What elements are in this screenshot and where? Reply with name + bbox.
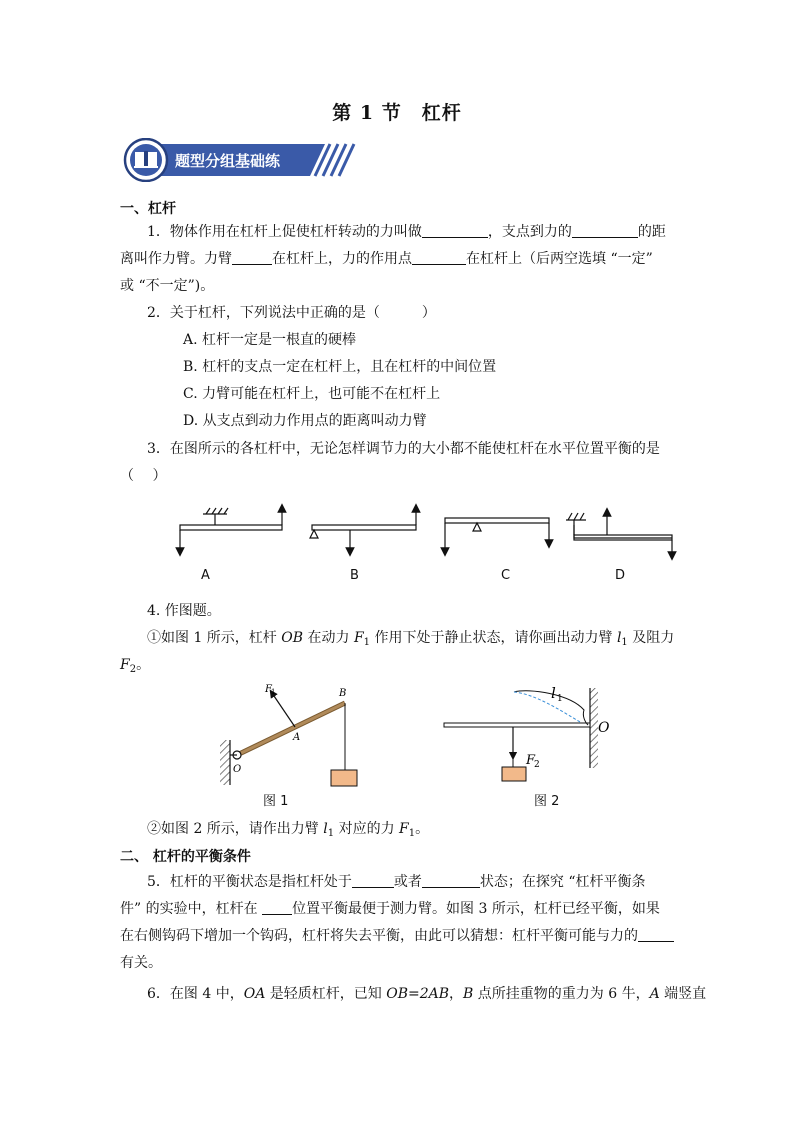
figure-2-caption: 图 2 [534,794,560,809]
section-heading-balance: 二、 杠杆的平衡条件 [120,849,251,865]
lever-label-d: D [615,568,626,583]
question-4-part-2: ②如图 2 所示，请作出力臂 $l_1$ 对应的力 $F_1$。 [147,821,430,839]
question-6-line-1: 6．在图 4 中，OA 是轻质杠杆，已知 OB=2AB，B 点所挂重物的重力为 6 牛，A 端竖直 [147,986,707,1002]
fig2-o-label: O [598,720,610,736]
lever-a [180,508,282,552]
fig2-f2-label: F [526,753,536,768]
question-2-option-b[interactable]: B. 杠杆的支点一定在杠杆上，且在杠杆的中间位置 [183,359,497,375]
svg-text:2: 2 [534,760,540,770]
question-1-line-3: 或 “不一定”)。 [120,278,215,294]
question-5-line-1: 5．杠杆的平衡状态是指杠杆处于 或者 状态；在探究 “杠杆平衡条 [147,874,646,890]
question-1-line-1: 1．物体作用在杠杆上促使杠杆转动的力叫做 ，支点到力的 的距 [147,224,666,240]
answer-blank[interactable] [422,223,488,238]
lever-d [566,512,672,556]
answer-blank[interactable] [352,873,394,888]
lever-label-b: B [350,568,359,583]
answer-blank[interactable] [422,873,480,888]
answer-blank[interactable] [638,927,674,942]
lever-b [310,508,416,552]
fig1-b-label: B [339,688,347,699]
svg-text:1: 1 [271,688,276,696]
svg-text:1: 1 [557,694,563,704]
question-5-line-3: 在右侧钩码下增加一个钩码，杠杆将失去平衡，由此可以猜想：杠杆平衡可能与力的 [120,926,676,946]
question-2-option-d[interactable]: D. 从支点到动力作用点的距离叫动力臂 [183,413,427,429]
question-4-stem: 4. 作图题。 [147,603,221,619]
question-3-stem: 3．在图所示的各杠杆中，无论怎样调节力的大小都不能使杠杆在水平位置平衡的是 [147,441,660,457]
banner-label: 题型分组基础练 [175,152,281,170]
figure-1-diagram [215,680,375,790]
answer-blank[interactable] [232,250,272,265]
question-2-option-a[interactable]: A. 杠杆一定是一根直的硬棒 [183,332,357,348]
question-5-line-4: 有关。 [120,955,162,971]
question-5-line-2: 件” 的实验中，杠杆在 位置平衡最便于测力臂。如图 3 所示，杠杆已经平衡，如果 [120,901,660,917]
fig1-a-label: A [293,732,301,743]
question-3-paren: （ ） [120,468,167,484]
section-heading-lever: 一、杠杆 [120,201,176,217]
fig1-f1-label: F [265,684,272,695]
question-2-stem: 2．关于杠杆，下列说法中正确的是（ ） [147,305,436,321]
lever-options-diagram [160,500,680,570]
lever-label-a: A [201,568,210,583]
answer-blank[interactable] [572,223,638,238]
figure-1-caption: 图 1 [263,794,289,809]
fig1-o-label: O [233,764,242,775]
page-title: 第 1 节 杠杆 [332,102,462,124]
book-icon [134,151,158,168]
fig2-l1-label: l [551,684,556,702]
question-4-part-1-cont: $F_2$。 [120,657,151,675]
answer-blank[interactable] [412,250,466,265]
figure-2-diagram [440,680,620,790]
question-1-line-2: 离叫作力臂。力臂 在杠杆上，力的作用点 在杠杆上（后两空选填 “一定” [120,251,653,267]
question-2-option-c[interactable]: C. 力臂可能在杠杆上，也可能不在杠杆上 [183,386,441,402]
lever-c [445,518,549,552]
lever-label-c: C [501,568,511,583]
answer-blank[interactable] [262,900,292,915]
question-4-part-1: ①如图 1 所示，杠杆 OB 在动力 $F_1$ 作用下处于静止状态，请你画出动力臂 $l_1$ 及阻力 [147,630,675,648]
